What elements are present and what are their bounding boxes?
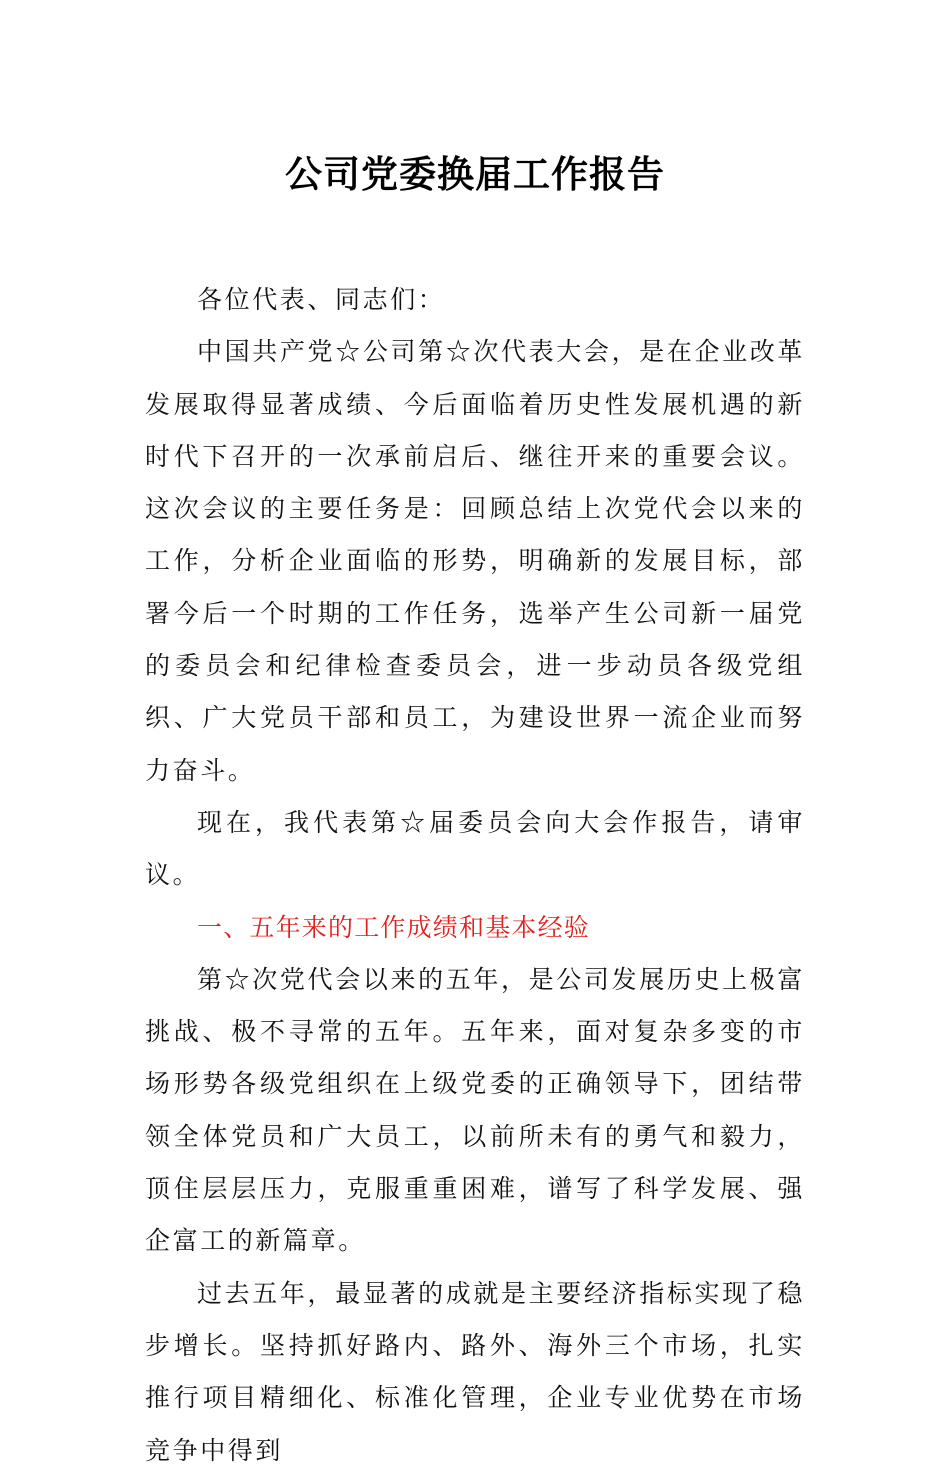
document-title: 公司党委换届工作报告 <box>285 152 665 196</box>
paragraph-intro: 中国共产党☆公司第☆次代表大会，是在企业改革发展取得显著成绩、今后面临着历史性发展机遇的新时代下召开的一次承前启后、继往开来的重要会议。这次会议的主要任务是：回顾总结上次党代会以来的工作，分析企业面临的形势，明确新的发展目标，部署今后一个时期的工作任务，选举产生公司新一届党的委员会和纪律检查委员会，进一步动员各级党组织、广大党员干部和员工，为建设世界一流企业而努力奋斗。 <box>145 337 805 785</box>
document-body <box>145 274 805 1477</box>
section-heading: 一、五年来的工作成绩和基本经验 <box>197 912 591 942</box>
paragraph-achievements: 过去五年，最显著的成就是主要经济指标实现了稳步增长。坚持抓好路内、路外、海外三个市场，扎实推行项目精细化、标准化管理，企业专业优势在市场竞争中得到 <box>145 1278 805 1465</box>
paragraph-report-statement: 现在，我代表第☆届委员会向大会作报告，请审议。 <box>145 807 805 890</box>
salutation: 各位代表、同志们： <box>197 285 446 314</box>
paragraph-five-years: 第☆次党代会以来的五年，是公司发展历史上极富挑战、极不寻常的五年。五年来，面对复杂多变的市场形势各级党组织在上级党委的正确领导下，团结带领全体党员和广大员工，以前所未有的勇气和毅力，顶住层层压力，克服重重困难，谱写了科学发展、强企富工的新篇章。 <box>145 964 805 1256</box>
